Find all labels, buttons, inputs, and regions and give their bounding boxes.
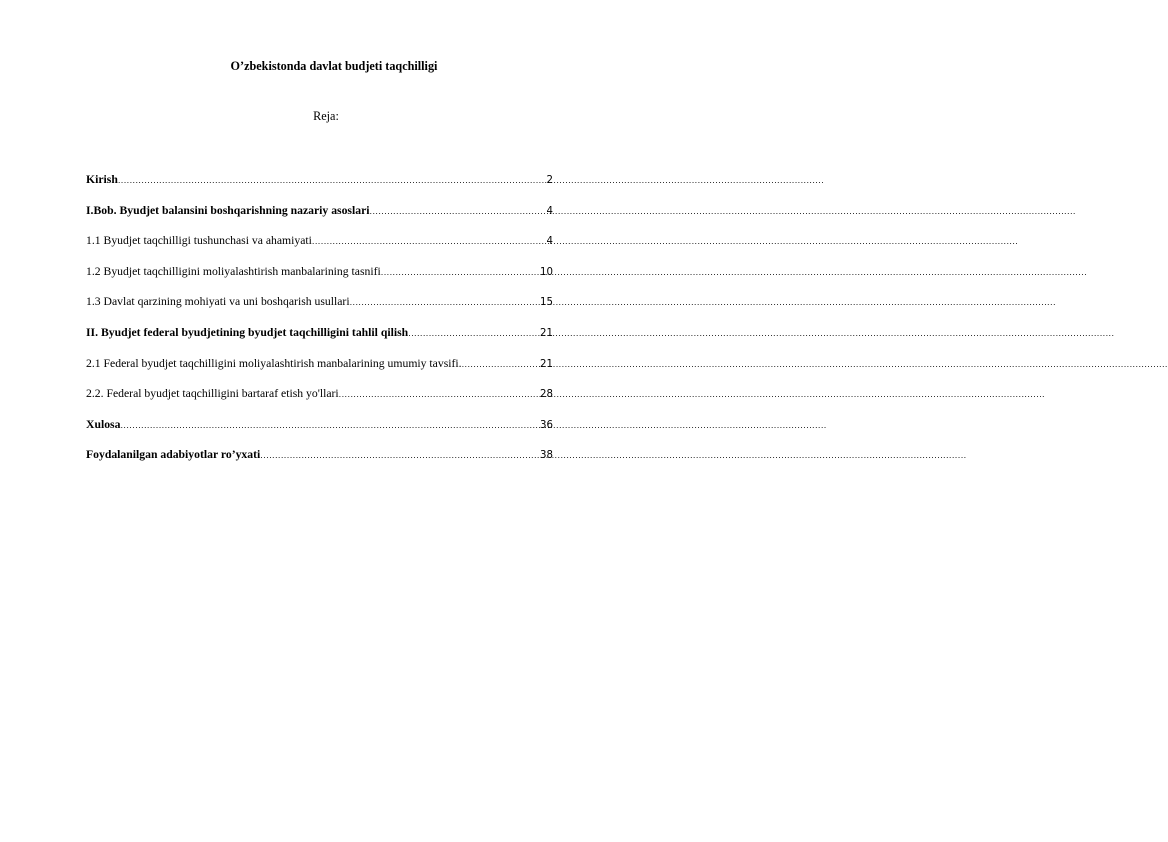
toc-entry-label: 1.2 Byudjet taqchilligini moliyalashtirish manbalarining tasnifi	[86, 264, 381, 278]
toc-entry[interactable]	[86, 172, 553, 187]
toc-entry-label: II. Byudjet federal byudjetining byudjet taqchilligini tahlil qilish	[86, 325, 409, 339]
toc-leader-dots	[462, 357, 539, 372]
toc-entry-label: Kirish	[86, 173, 118, 186]
toc-entry-label: 1.3 Davlat qarzining mohiyati va uni boshqarish usullari	[86, 295, 350, 309]
toc-entry[interactable]	[86, 294, 553, 309]
toc-entry-label: 1.1 Byudjet taqchilligi tushunchasi va ahamiyati	[86, 234, 312, 248]
toc-leader-dots	[350, 295, 539, 310]
toc-entry-label: Foydalanilgan adabiyotlar ro’yxati	[86, 448, 261, 462]
toc-entry-page: 36	[540, 419, 553, 431]
toc-entry-page: 28	[540, 389, 553, 401]
table-of-contents	[86, 172, 553, 478]
toc-entry-page: 2	[546, 175, 553, 186]
toc-leader-dots	[260, 448, 539, 463]
toc-entry-page: 21	[540, 327, 553, 339]
toc-leader-dots	[120, 418, 539, 433]
toc-entry-label: 2.1 Federal byudjet taqchilligini moliyalashtirish manbalarining umumiy tavsifi.	[86, 356, 462, 370]
toc-entry-page: 10	[540, 266, 553, 278]
toc-leader-dots	[381, 265, 539, 280]
toc-entry[interactable]	[86, 447, 553, 462]
toc-leader-dots	[312, 234, 546, 249]
toc-entry[interactable]	[86, 356, 553, 371]
toc-entry-page: 38	[540, 450, 553, 462]
toc-entry-label: 2.2. Federal byudjet taqchilligini bartaraf etish yo'llari	[86, 387, 339, 401]
toc-entry-page: 15	[540, 297, 553, 309]
toc-entry[interactable]	[86, 325, 553, 340]
toc-leader-dots	[339, 387, 539, 402]
toc-entry-label: I.Bob. Byudjet balansini boshqarishning nazariy asoslari	[86, 203, 370, 217]
toc-entry-label: Xulosa	[86, 417, 121, 431]
plan-heading: Reja:	[313, 109, 339, 123]
toc-leader-dots	[370, 204, 546, 219]
toc-entry[interactable]	[86, 264, 553, 279]
toc-entry[interactable]	[86, 417, 553, 432]
toc-entry-page: 21	[540, 358, 553, 370]
toc-entry[interactable]	[86, 233, 553, 248]
toc-entry[interactable]	[86, 386, 553, 401]
toc-entry-page: 4	[546, 236, 553, 248]
toc-entry-page: 4	[546, 205, 553, 217]
toc-entry[interactable]	[86, 203, 553, 218]
document-title: O’zbekistonda davlat budjeti taqchilligi	[230, 59, 438, 73]
toc-leader-dots	[118, 173, 546, 188]
toc-leader-dots	[408, 326, 539, 341]
